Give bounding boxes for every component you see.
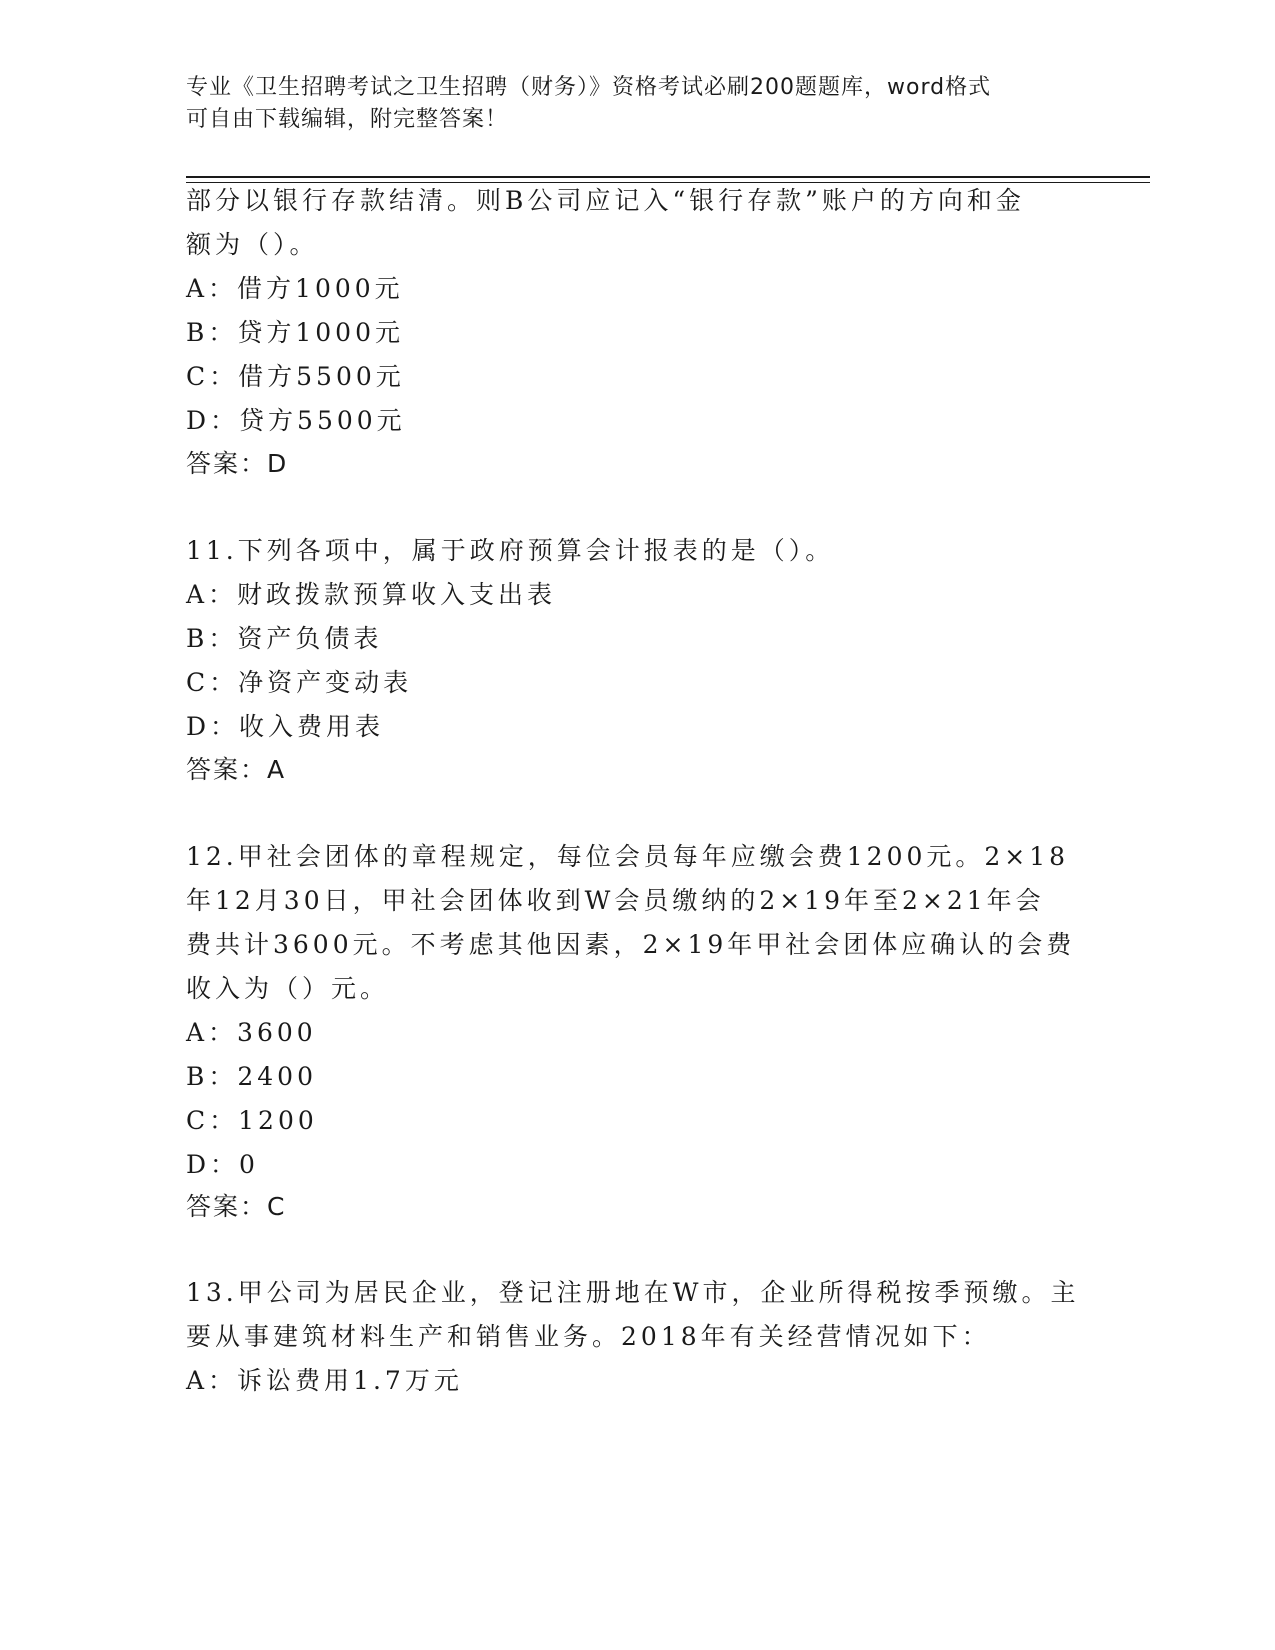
- header-title-line-1: 专业《卫生招聘考试之卫生招聘（财务）》资格考试必刷200题题库，word格式: [186, 75, 992, 100]
- q11-option-b: B：资产负债表: [186, 624, 383, 653]
- q11-answer: 答案：A: [186, 755, 287, 784]
- q12-stem-line-4: 收入为（）元。: [186, 974, 390, 1003]
- q12-option-b: B：2400: [186, 1062, 317, 1091]
- q12-stem-line-2: 年12月30日，甲社会团体收到W会员缴纳的2×19年至2×21年会: [186, 886, 1045, 915]
- q12-option-a: A：3600: [186, 1018, 317, 1047]
- q10-option-a: A：借方1000元: [186, 274, 404, 303]
- q11-option-c: C：净资产变动表: [186, 668, 413, 697]
- q13-stem-line-1: 13.甲公司为居民企业，登记注册地在W市，企业所得税按季预缴。主: [186, 1278, 1080, 1307]
- q11-option-a: A：财政拨款预算收入支出表: [186, 580, 557, 609]
- q12-stem-line-1: 12.甲社会团体的章程规定，每位会员每年应缴会费1200元。2×18: [186, 842, 1070, 871]
- q13-option-a: A：诉讼费用1.7万元: [186, 1366, 463, 1395]
- page-header: [186, 72, 1066, 136]
- q11-option-d: D：收入费用表: [186, 712, 385, 741]
- q10-option-d: D：贷方5500元: [186, 406, 406, 435]
- q12-option-c: C：1200: [186, 1106, 318, 1135]
- q11-stem: 11.下列各项中，属于政府预算会计报表的是（）。: [186, 536, 835, 565]
- q13-stem-line-2: 要从事建筑材料生产和销售业务。2018年有关经营情况如下：: [186, 1322, 991, 1351]
- q10-stem-line-1: 部分以银行存款结清。则B公司应记入“银行存款”账户的方向和金: [186, 186, 1025, 215]
- header-divider-thick: [186, 176, 1150, 178]
- q10-option-c: C：借方5500元: [186, 362, 405, 391]
- q10-answer: 答案：D: [186, 449, 289, 478]
- q12-stem-line-3: 费共计3600元。不考虑其他因素，2×19年甲社会团体应确认的会费: [186, 930, 1076, 959]
- q12-answer: 答案：C: [186, 1192, 287, 1221]
- q10-option-b: B：贷方1000元: [186, 318, 404, 347]
- q10-stem-line-2: 额为（）。: [186, 230, 319, 259]
- header-title-line-2: 可自由下载编辑，附完整答案！: [186, 107, 509, 132]
- header-divider-thin: [186, 182, 1150, 183]
- q12-option-d: D：0: [186, 1150, 259, 1179]
